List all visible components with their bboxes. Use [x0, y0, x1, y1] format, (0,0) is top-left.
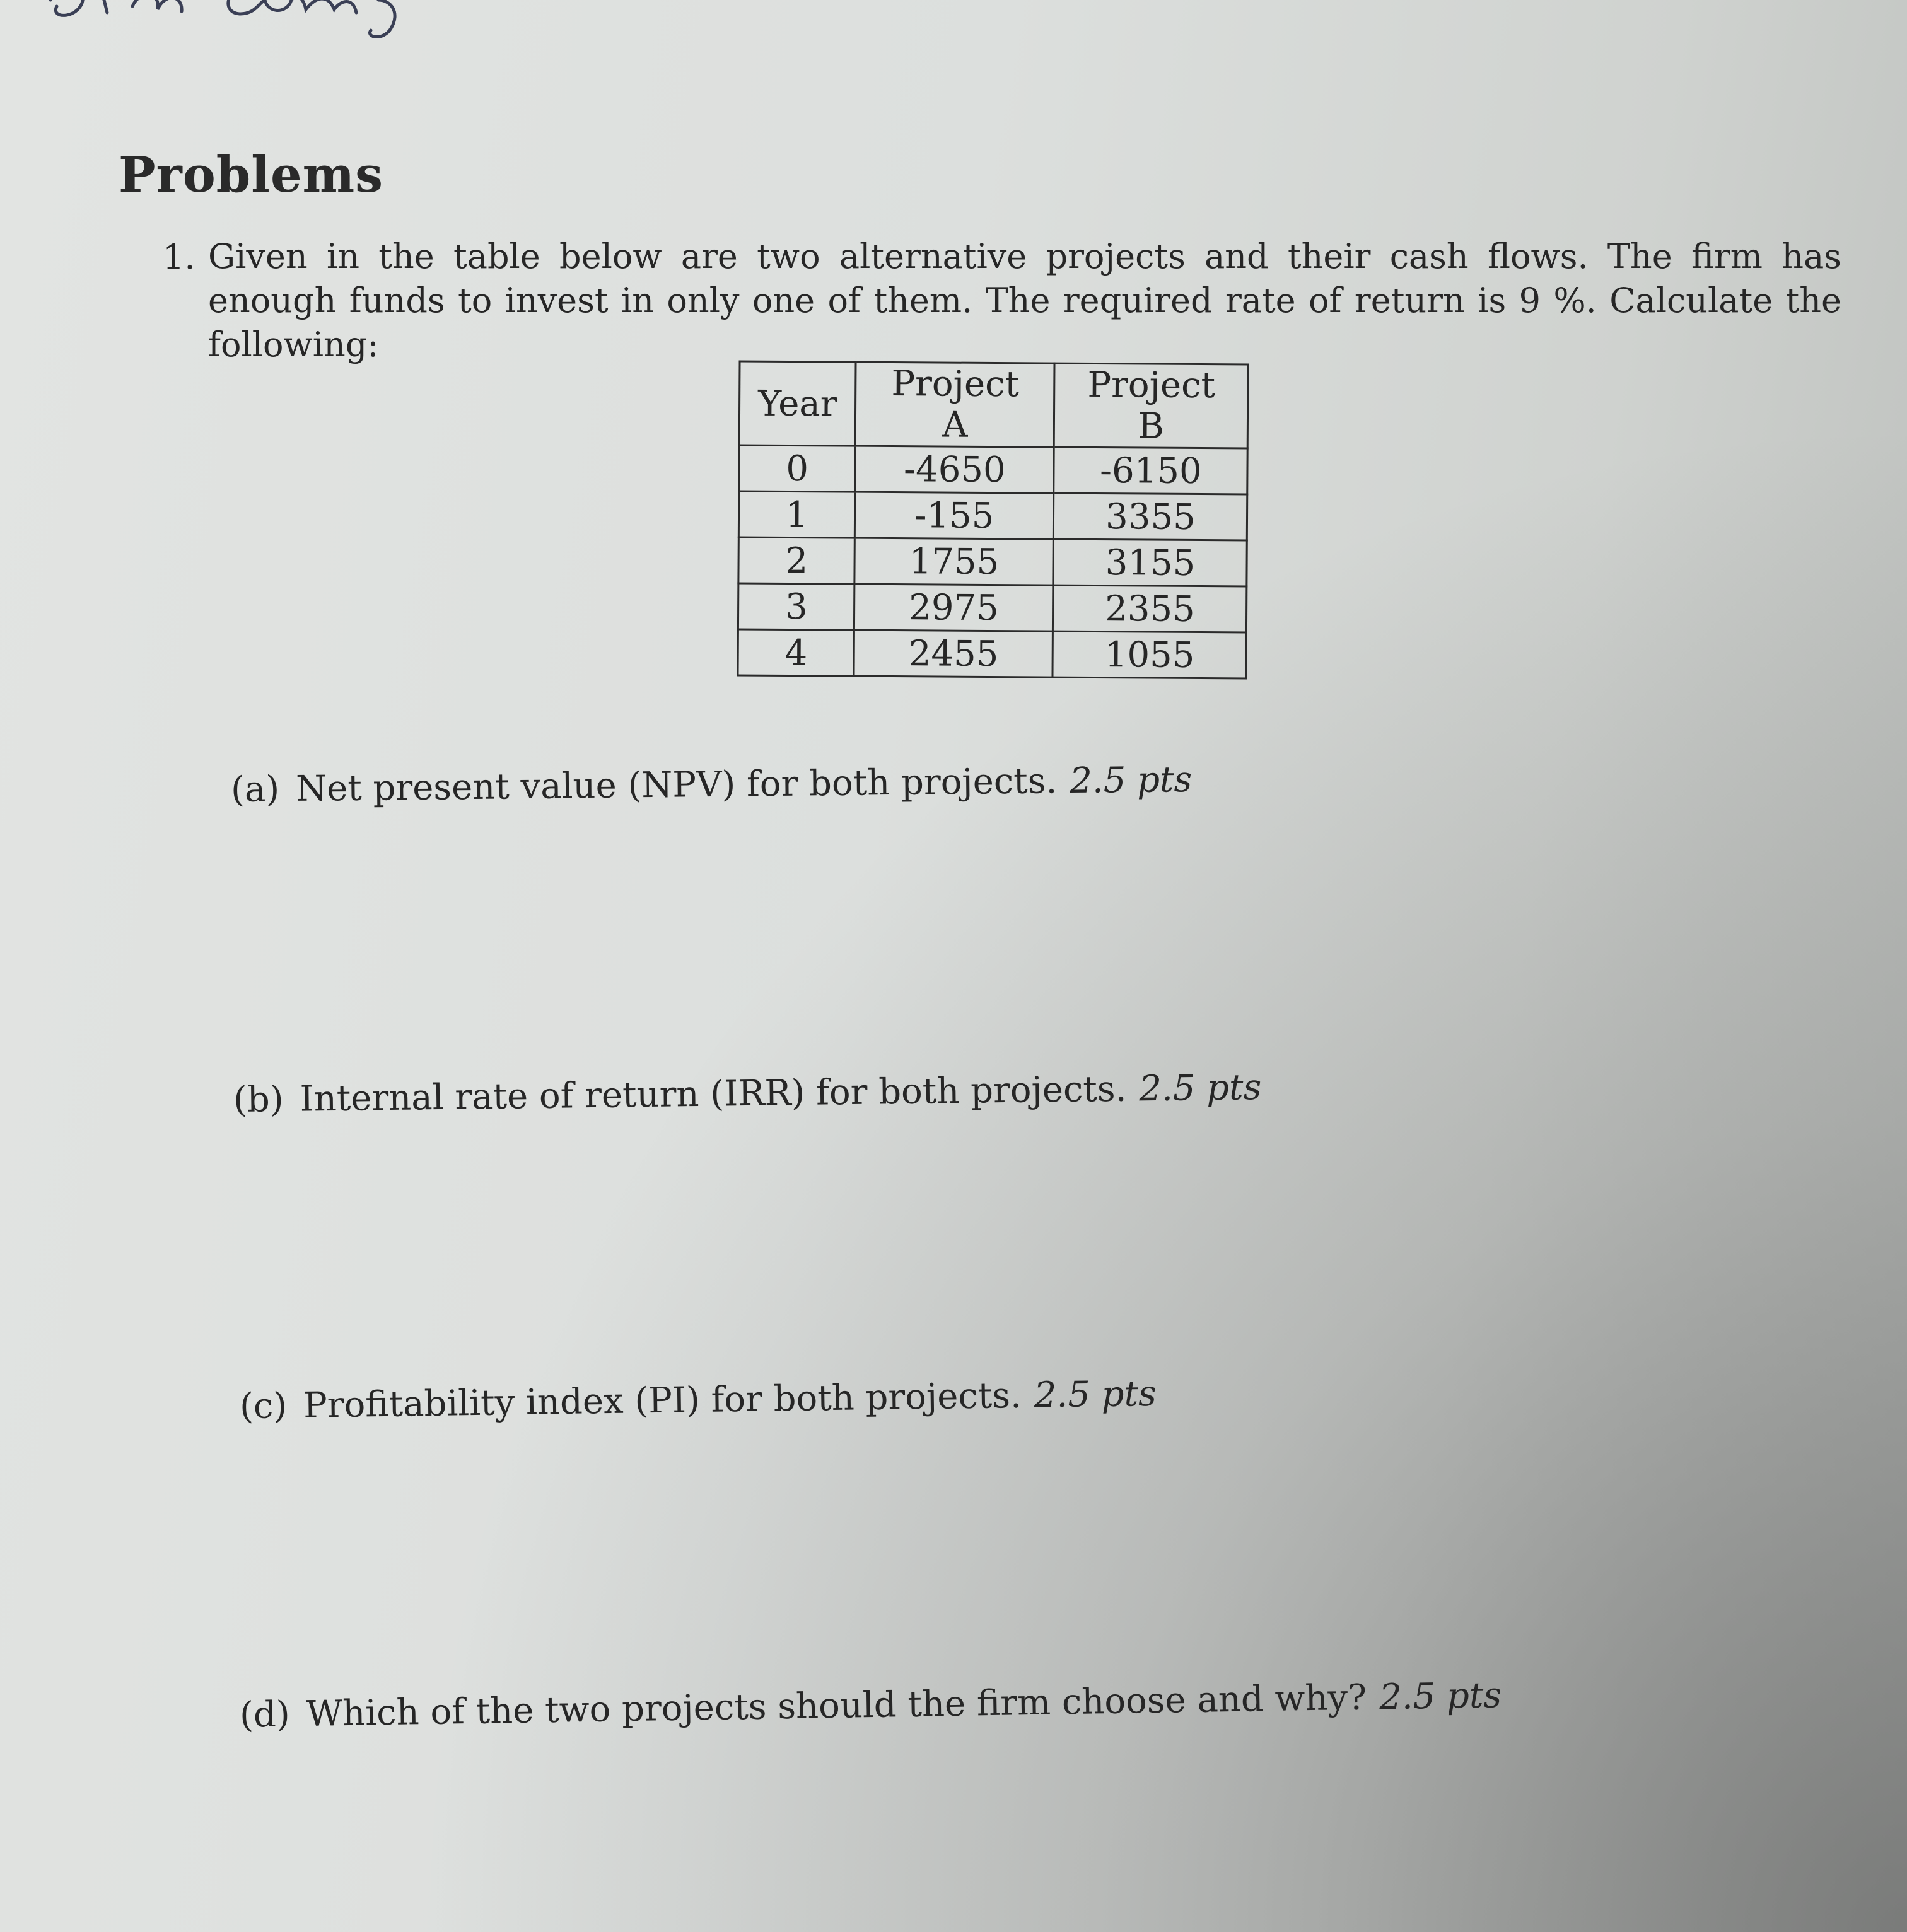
- cell-project-a: -4650: [855, 446, 1054, 493]
- cell-project-a: 2455: [854, 630, 1053, 677]
- header-project-a: Project A: [856, 362, 1055, 447]
- table-row: [738, 583, 1247, 632]
- cell-year: 3: [738, 583, 854, 630]
- cell-project-a: 1755: [854, 538, 1053, 585]
- subquestion-points: 2.5 pts: [1138, 1067, 1262, 1110]
- subquestion-a: [231, 759, 1193, 810]
- subquestion-text: Which of the two projects should the firm choose and why?: [306, 1677, 1367, 1735]
- header-year: Year: [739, 361, 856, 446]
- cell-project-b: 2355: [1053, 585, 1247, 632]
- subquestion-c: [240, 1373, 1157, 1427]
- subquestion-label: (a): [230, 769, 280, 810]
- subquestion-d: [240, 1675, 1502, 1735]
- cell-year: 1: [738, 491, 855, 538]
- cell-project-b: 1055: [1053, 631, 1246, 678]
- cell-project-a: -155: [855, 492, 1054, 539]
- problem-number: 1.: [163, 237, 195, 277]
- cell-year: 0: [739, 445, 856, 492]
- header-project-b: Project B: [1054, 363, 1249, 448]
- subquestion-b: [233, 1067, 1262, 1120]
- subquestion-label: (c): [239, 1385, 288, 1428]
- cell-year: 4: [738, 629, 854, 676]
- subquestion-label: (b): [233, 1078, 284, 1120]
- subquestion-points: 2.5 pts: [1379, 1675, 1502, 1718]
- subquestion-text: Profitability index (PI) for both projects.: [303, 1375, 1022, 1426]
- section-heading: Problems: [119, 146, 384, 204]
- problem-statement: Given in the table below are two alternative projects and their cash flows. The firm has enough funds to invest in only one of them. The required rate of return is 9 %. Calculate the following:: [208, 236, 1841, 364]
- table-header-row: [739, 361, 1248, 448]
- table-row: [738, 491, 1247, 540]
- subquestion-label: (d): [239, 1694, 291, 1736]
- cell-year: 2: [738, 537, 855, 584]
- cell-project-b: -6150: [1054, 447, 1247, 494]
- subquestion-points: 2.5 pts: [1069, 759, 1193, 802]
- subquestion-text: Internal rate of return (IRR) for both projects.: [300, 1068, 1127, 1120]
- subquestion-points: 2.5 pts: [1034, 1373, 1157, 1416]
- cash-flow-table: [737, 361, 1249, 680]
- table-row: [738, 629, 1247, 678]
- cell-project-b: 3155: [1053, 539, 1247, 586]
- cell-project-b: 3355: [1054, 493, 1247, 540]
- cell-project-a: 2975: [854, 584, 1053, 631]
- subquestion-text: Net present value (NPV) for both projects.: [295, 760, 1058, 810]
- handwritten-scribble: [38, 0, 429, 44]
- table-row: [738, 537, 1247, 586]
- table-row: [739, 445, 1248, 494]
